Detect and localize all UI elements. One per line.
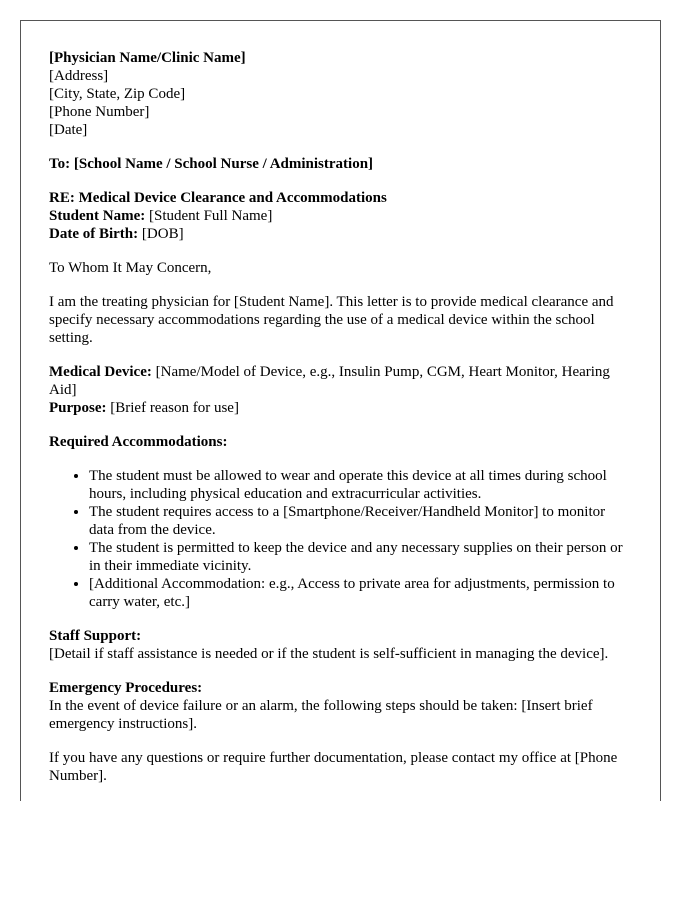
salutation: To Whom It May Concern,: [49, 260, 212, 276]
closing-paragraph: If you have any questions or require further documentation, please contact my office at [Phone Number].: [49, 750, 618, 784]
purpose-label: Purpose:: [49, 400, 107, 416]
device-block: [49, 363, 632, 417]
student-name-label: Student Name:: [49, 208, 146, 224]
staff-support-text: [Detail if staff assistance is needed or if the student is self-sufficient in managing the device].: [49, 646, 609, 662]
student-name-line: [49, 207, 632, 225]
accommodation-item: • [Additional Accommodation: e.g., Access to private area for adjustments, permission to carry water, etc.]: [89, 575, 632, 611]
device-label: Medical Device:: [49, 364, 152, 380]
letter-date: [Date]: [49, 122, 88, 138]
subject-block: [49, 189, 632, 243]
accommodations-heading: Required Accommodations:: [49, 434, 228, 450]
physician-city-state-zip: [City, State, Zip Code]: [49, 86, 186, 102]
dob-label: Date of Birth:: [49, 226, 139, 242]
accommodation-item: • The student requires access to a [Smartphone/Receiver/Handheld Monitor] to monitor data from the device.: [89, 503, 632, 539]
purpose-value: [Brief reason for use]: [106, 400, 239, 416]
physician-address: [Address]: [49, 68, 109, 84]
accommodations-list: [49, 467, 632, 611]
student-name-value: [Student Full Name]: [145, 208, 273, 224]
physician-phone: [Phone Number]: [49, 104, 150, 120]
staff-support-heading: Staff Support:: [49, 628, 142, 644]
dob-value: [DOB]: [138, 226, 184, 242]
emergency-heading: Emergency Procedures:: [49, 680, 203, 696]
emergency-text: In the event of device failure or an alarm, the following steps should be taken: [Insert brief emergency instructions].: [49, 698, 593, 732]
recipient-line: To: [School Name / School Nurse / Administration]: [49, 156, 374, 172]
letter-page: [20, 20, 661, 801]
subject-line: RE: Medical Device Clearance and Accommodations: [49, 190, 387, 206]
staff-support-block: [49, 627, 632, 663]
letterhead: [49, 49, 632, 139]
device-line: [49, 363, 632, 399]
accommodation-item: • The student must be allowed to wear and operate this device at all times during school hours, including physical education and extracurricular activities.: [89, 467, 632, 503]
emergency-block: [49, 679, 632, 733]
dob-line: [49, 225, 632, 243]
device-value: [Name/Model of Device, e.g., Insulin Pump, CGM, Heart Monitor, Hearing Aid]: [49, 364, 610, 398]
physician-name: [Physician Name/Clinic Name]: [49, 50, 246, 66]
purpose-line: [49, 399, 632, 417]
intro-paragraph: I am the treating physician for [Student Name]. This letter is to provide medical clearance and specify necessary accommodations regarding the use of a medical device within the school setting.: [49, 294, 614, 346]
accommodation-item: • The student is permitted to keep the device and any necessary supplies on their person or in their immediate vicinity.: [89, 539, 632, 575]
